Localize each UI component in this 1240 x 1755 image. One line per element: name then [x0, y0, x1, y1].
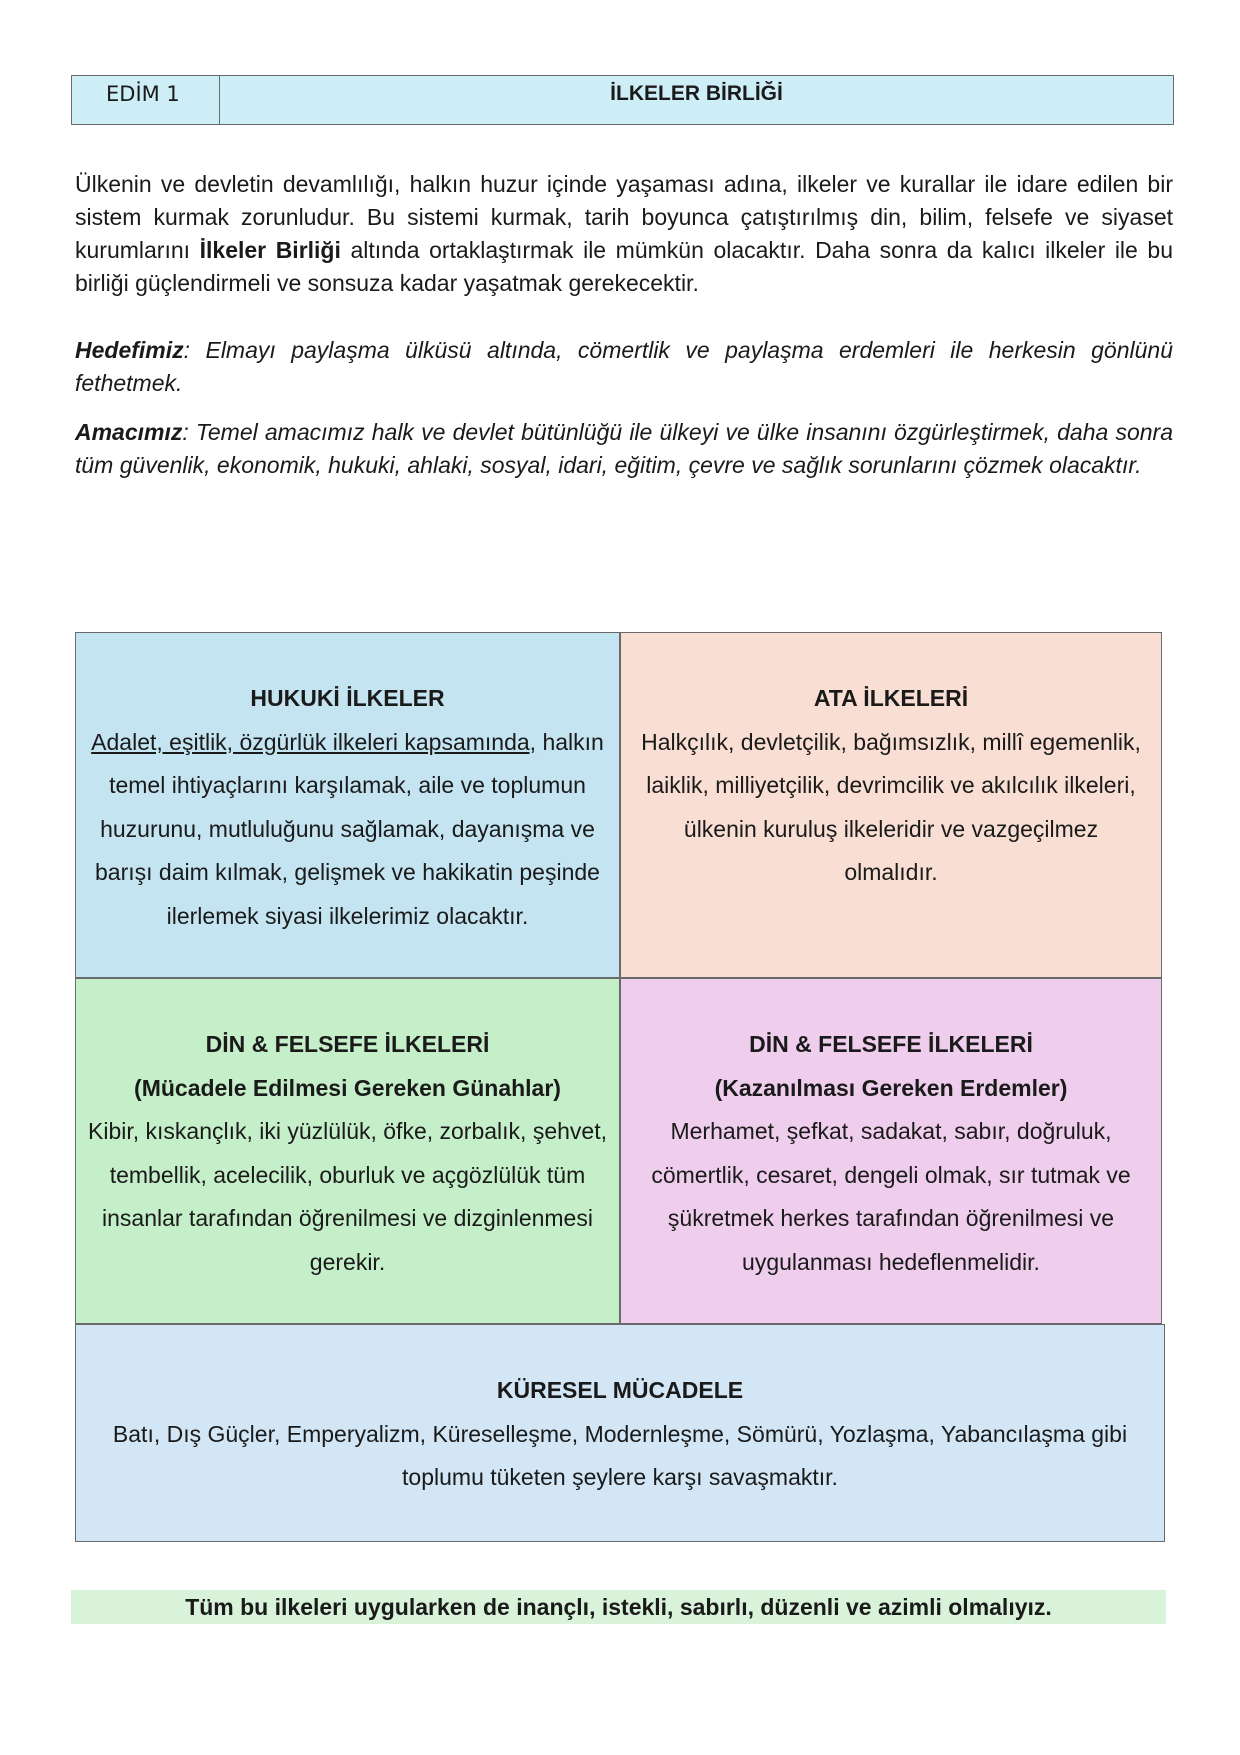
- intro-text-2: altında ortaklaştırmak ile mümkün olacaktır. Daha sonra da kalıcı ilkeler ile bu birliği güçlendirmeli ve sonsuza kadar yaşatmak gerekecektir.: [75, 237, 1173, 296]
- goal-label: Hedefimiz: [75, 337, 184, 363]
- footer-banner: Tüm bu ilkeleri uygularken de inançlı, istekli, sabırlı, düzenli ve azimli olmalıyız.: [71, 1590, 1166, 1624]
- din-virtues-title: DİN & FELSEFE İLKELERİ: [749, 1031, 1033, 1057]
- intro-paragraph: [75, 168, 1173, 300]
- goal-paragraph: [75, 334, 1173, 400]
- kuresel-body: Batı, Dış Güçler, Emperyalizm, Küreselleşme, Modernleşme, Sömürü, Yozlaşma, Yabancılaşma gibi toplumu tüketen şeylere karşı savaşmaktır.: [112, 1420, 1128, 1490]
- intro-bold: İlkeler Birliği: [199, 237, 341, 263]
- hukuki-body: [76, 721, 619, 939]
- din-virtues-box: [620, 978, 1162, 1324]
- hukuki-title: HUKUKİ İLKELER: [250, 685, 445, 711]
- aim-paragraph: [75, 416, 1173, 482]
- header-table: [71, 75, 1174, 125]
- intro-text-1: Ülkenin ve devletin devamlılığı, halkın huzur içinde yaşaması adına, ilkeler ve kurallar ile idare edilen bir sistem kurmak zorunludur. Bu sistemi kurmak, tarih boyunca çatıştırılmış din, bilim, felsefe ve siyaset kurumlarını: [75, 171, 1173, 263]
- hukuki-box: [75, 632, 620, 978]
- din-sins-subtitle: (Mücadele Edilmesi Gereken Günahlar): [134, 1074, 561, 1101]
- aim-label: Amacımız: [75, 419, 183, 445]
- din-sins-body: Kibir, kıskançlık, iki yüzlülük, öfke, zorbalık, şehvet, tembellik, acelecilik, oburluk ve açgözlülük tüm insanlar tarafından öğrenilmesi ve dizginlenmesi gerekir.: [88, 1118, 607, 1275]
- din-virtues-body: Merhamet, şefkat, sadakat, sabır, doğruluk, cömertlik, cesaret, dengeli olmak, sır tutmak ve şükretmek herkes tarafından öğrenilmesi ve uygulanması hedeflenmelidir.: [651, 1118, 1131, 1275]
- goal-text: : Elmayı paylaşma ülküsü altında, cömertlik ve paylaşma erdemleri ile herkesin gönlünü fethetmek.: [75, 337, 1173, 396]
- page-title: İLKELER BİRLİĞİ: [610, 82, 783, 105]
- din-sins-title: DİN & FELSEFE İLKELERİ: [205, 1031, 490, 1057]
- ata-body: Halkçılık, devletçilik, bağımsızlık, millî egemenlik, laiklik, milliyetçilik, devrimcilik ve akılcılık ilkeleri, ülkenin kuruluş ilkeleridir ve vazgeçilmez olmalıdır.: [641, 728, 1141, 885]
- hukuki-underlined: Adalet, eşitlik, özgürlük ilkeleri kapsamında,: [91, 728, 537, 755]
- ata-title: ATA İLKELERİ: [813, 685, 969, 711]
- ata-box: [620, 632, 1162, 978]
- kuresel-box: [75, 1324, 1165, 1542]
- kuresel-title: KÜRESEL MÜCADELE: [496, 1377, 744, 1403]
- din-virtues-subtitle: (Kazanılması Gereken Erdemler): [714, 1074, 1068, 1101]
- chapter-label: EDİM 1: [72, 76, 220, 124]
- din-sins-box: [75, 978, 620, 1324]
- hukuki-text: halkın temel ihtiyaçlarını karşılamak, aile ve toplumun huzurunu, mutluluğunu sağlamak, dayanışma ve barışı daim kılmak, gelişmek ve hakikatin peşinde ilerlemek siyasi ilkelerimiz olacaktır.: [95, 728, 604, 929]
- aim-text: : Temel amacımız halk ve devlet bütünlüğü ile ülkeyi ve ülke insanını özgürleştirmek, daha sonra tüm güvenlik, ekonomik, hukuki, ahlaki, sosyal, idari, eğitim, çevre ve sağlık sorunlarını çözmek olacaktır.: [75, 419, 1173, 478]
